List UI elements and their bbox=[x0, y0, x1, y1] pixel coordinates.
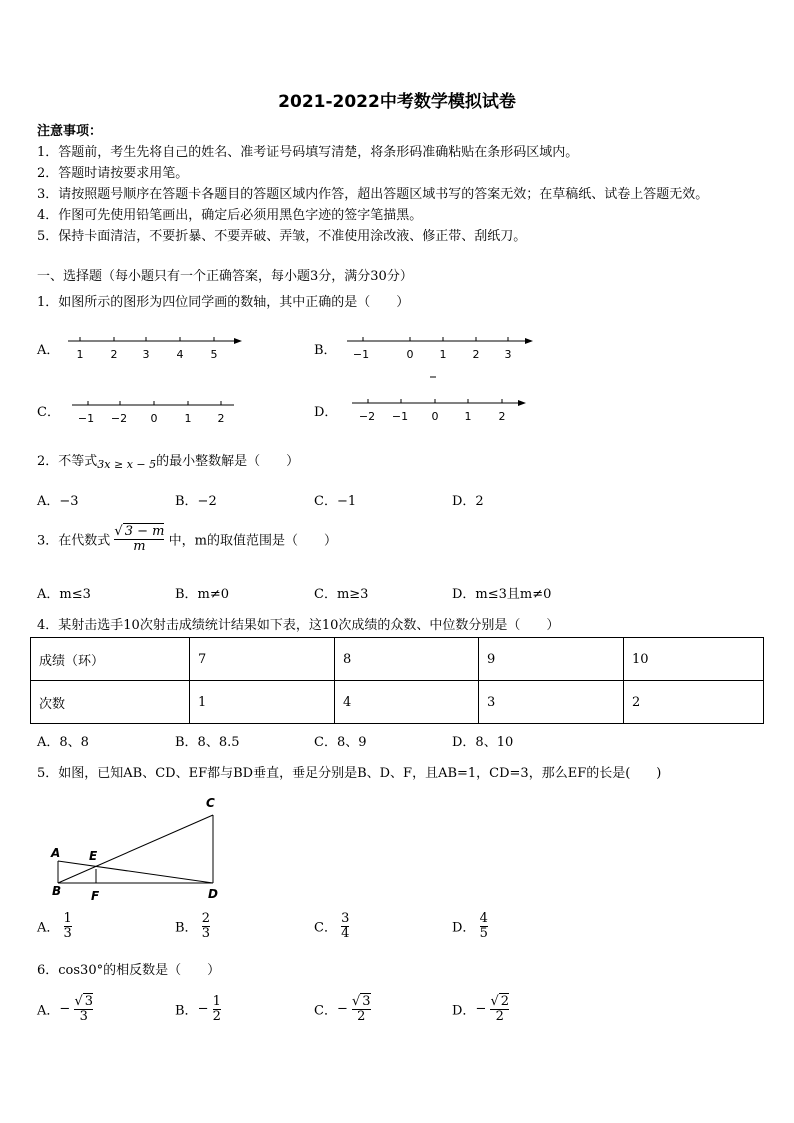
option-label: B． bbox=[175, 920, 198, 936]
q5-geometry-figure bbox=[45, 793, 230, 905]
point-label-a: A bbox=[51, 846, 61, 860]
q4-option-d: D．8、10 bbox=[452, 735, 514, 750]
numerator: 2 bbox=[500, 994, 510, 1009]
note-item: 5．保持卡面清洁，不要折暴、不要弄破、弄皱，不准使用涂改液、修正带、刮纸刀。 bbox=[37, 229, 527, 244]
q5-option-c bbox=[314, 912, 349, 940]
table-cell: 1 bbox=[190, 681, 335, 724]
tick-label: 2 bbox=[110, 348, 118, 361]
table-row bbox=[31, 681, 764, 724]
question-3-stem bbox=[37, 525, 337, 553]
option-label: C． bbox=[314, 920, 337, 936]
q5-option-b bbox=[175, 912, 210, 940]
denominator: 3 bbox=[63, 925, 72, 941]
q3-radicand: 3 − m bbox=[124, 524, 165, 539]
numerator: 2 bbox=[201, 911, 210, 926]
point-label-c: C bbox=[206, 796, 215, 810]
tick-label: 0 bbox=[431, 410, 439, 423]
tick-label: 1 bbox=[184, 412, 192, 425]
fraction: $\frac{√ 3}{3}$ bbox=[74, 994, 94, 1024]
minus-sign: − bbox=[197, 1001, 209, 1017]
notes-heading: 注意事项： bbox=[37, 124, 103, 139]
tick-label: 2 bbox=[217, 412, 225, 425]
q5-option-a bbox=[37, 912, 72, 940]
table-cell: 7 bbox=[190, 638, 335, 681]
denominator: 2 bbox=[495, 1008, 504, 1024]
numerator: 1 bbox=[63, 911, 72, 926]
tick-label: 3 bbox=[142, 348, 150, 361]
tick-label: 1 bbox=[464, 410, 472, 423]
numerator: 3 bbox=[84, 994, 94, 1009]
question-4-stem: 4．某射击选手10次射击成绩统计结果如下表，这10次成绩的众数、中位数分别是（ ） bbox=[37, 618, 560, 633]
q1-number-line-c bbox=[66, 396, 246, 428]
q6-option-d bbox=[452, 995, 509, 1023]
point-label-b: B bbox=[52, 884, 62, 898]
option-label: D． bbox=[452, 1003, 476, 1019]
denominator: 3 bbox=[79, 1008, 88, 1024]
table-row bbox=[31, 638, 764, 681]
point-label-d: D bbox=[208, 887, 218, 901]
question-2-stem bbox=[37, 450, 299, 471]
q3-option-a: A．m≤3 bbox=[37, 587, 91, 602]
tick-label: 4 bbox=[176, 348, 184, 361]
q1-number-line-d bbox=[350, 394, 535, 426]
option-label: B． bbox=[175, 1003, 198, 1019]
tick-label: 1 bbox=[76, 348, 84, 361]
table-cell: 成绩（环） bbox=[31, 638, 190, 681]
fraction: $\frac{√ 3}{2}$ bbox=[352, 994, 371, 1024]
q6-option-c bbox=[314, 995, 371, 1023]
q4-option-c: C．8、9 bbox=[314, 735, 367, 750]
point-label-f: F bbox=[91, 889, 100, 903]
q3-option-c: C．m≥3 bbox=[314, 587, 369, 602]
tick-label: 2 bbox=[472, 348, 480, 361]
tick-label: 0 bbox=[150, 412, 158, 425]
fraction bbox=[64, 912, 72, 940]
fraction bbox=[341, 912, 349, 940]
q3-stem-post: 中，m的取值范围是（ ） bbox=[168, 533, 337, 549]
tick-label: 0 bbox=[406, 348, 414, 361]
q2-option-b: B．−2 bbox=[175, 494, 217, 509]
question-1-stem: 1．如图所示的图形为四位同学画的数轴，其中正确的是（ ） bbox=[37, 295, 410, 310]
q2-inequality: 3𝑥 ≥ 𝑥 − 5 bbox=[97, 458, 157, 471]
minus-sign: − bbox=[59, 1001, 71, 1017]
option-label: A． bbox=[37, 920, 60, 936]
q2-option-c: C．−1 bbox=[314, 494, 357, 509]
q4-score-table bbox=[30, 637, 764, 724]
q2-option-d: D．2 bbox=[452, 494, 484, 509]
q1-option-b-label: B． bbox=[314, 343, 337, 358]
tick-label: 2 bbox=[498, 410, 506, 423]
q4-option-a: A．8、8 bbox=[37, 735, 89, 750]
numerator: 3 bbox=[362, 994, 371, 1009]
numerator: 1 bbox=[212, 994, 221, 1009]
q1-number-line-a bbox=[66, 332, 246, 364]
q1-option-a-label: A． bbox=[37, 343, 60, 358]
tick-label: −2 bbox=[358, 410, 376, 423]
table-cell: 次数 bbox=[31, 681, 190, 724]
q3-denominator: m bbox=[133, 538, 146, 554]
tick-label: −1 bbox=[352, 348, 370, 361]
option-label: D． bbox=[452, 920, 476, 936]
section-heading: 一、选择题（每小题只有一个正确答案，每小题3分，满分30分） bbox=[37, 269, 413, 284]
option-label: C． bbox=[314, 1003, 337, 1019]
fraction bbox=[213, 995, 221, 1023]
q6-option-a bbox=[37, 995, 93, 1023]
option-label: A． bbox=[37, 1003, 60, 1019]
tick-label: −2 bbox=[110, 412, 128, 425]
tick-label: −1 bbox=[77, 412, 95, 425]
fraction bbox=[202, 912, 210, 940]
q3-stem-pre: 3．在代数式 bbox=[37, 533, 111, 549]
tick-label: −1 bbox=[391, 410, 409, 423]
fraction bbox=[480, 912, 488, 940]
q3-option-d: D．m≤3且m≠0 bbox=[452, 587, 552, 602]
q1-number-line-b bbox=[345, 332, 540, 382]
denominator: 5 bbox=[479, 925, 488, 941]
note-item: 4．作图可先使用铅笔画出，确定后必须用黑色字迹的签字笔描黑。 bbox=[37, 208, 423, 223]
q2-option-a: A．−3 bbox=[37, 494, 79, 509]
note-item: 2．答题时请按要求用笔。 bbox=[37, 166, 189, 181]
numerator: 4 bbox=[479, 911, 488, 926]
table-cell: 10 bbox=[624, 638, 764, 681]
tick-label: 5 bbox=[210, 348, 218, 361]
q2-stem-pre: 2．不等式 bbox=[37, 454, 98, 469]
note-item: 3．请按照题号顺序在答题卡各题目的答题区域内作答，超出答题区域书写的答案无效；在草稿纸、试卷上答题无效。 bbox=[37, 187, 709, 202]
q1-option-d-label: D． bbox=[314, 405, 338, 420]
tick-label: 1 bbox=[439, 348, 447, 361]
fraction: $\frac{√ 2}{2}$ bbox=[490, 994, 510, 1024]
minus-sign: − bbox=[475, 1001, 487, 1017]
denominator: 2 bbox=[212, 1008, 221, 1024]
denominator: 4 bbox=[341, 925, 350, 941]
q4-option-b: B．8、8.5 bbox=[175, 735, 240, 750]
numerator: 3 bbox=[341, 911, 350, 926]
note-item: 1．答题前，考生先将自己的姓名、准考证号码填写清楚，将条形码准确粘贴在条形码区域内。 bbox=[37, 145, 579, 160]
q2-stem-post: 的最小整数解是（ ） bbox=[156, 454, 300, 469]
q3-option-b: B．m≠0 bbox=[175, 587, 230, 602]
table-cell: 8 bbox=[335, 638, 479, 681]
page-title: 2021-2022中考数学模拟试卷 bbox=[278, 92, 516, 112]
tick-label: 3 bbox=[504, 348, 512, 361]
table-cell: 9 bbox=[479, 638, 624, 681]
table-cell: 4 bbox=[335, 681, 479, 724]
q5-option-d bbox=[452, 912, 488, 940]
question-6-stem: 6．cos30°的相反数是（ ） bbox=[37, 963, 221, 978]
denominator: 3 bbox=[201, 925, 210, 941]
table-cell: 3 bbox=[479, 681, 624, 724]
q1-option-c-label: C． bbox=[37, 405, 60, 420]
point-label-e: E bbox=[89, 849, 98, 863]
q6-option-b bbox=[175, 995, 221, 1023]
question-5-stem: 5．如图，已知AB、CD、EF都与BD垂直，垂足分别是B、D、F，且AB=1，CD=3，那么EF的长是( ) bbox=[37, 766, 662, 781]
table-cell: 2 bbox=[624, 681, 764, 724]
denominator: 2 bbox=[357, 1008, 366, 1024]
minus-sign: − bbox=[336, 1001, 348, 1017]
q3-expression: $\frac{√ 3 - m}{m}$ bbox=[114, 524, 165, 554]
